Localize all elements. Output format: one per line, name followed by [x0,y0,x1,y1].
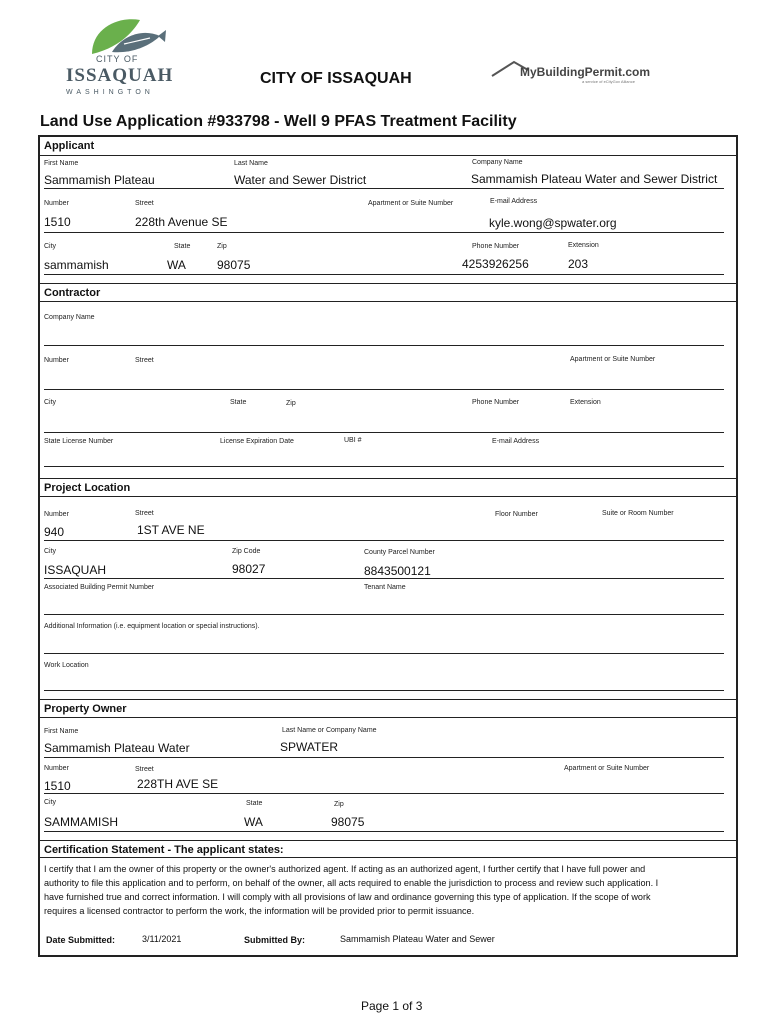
mybuildingpermit-logo [490,58,660,86]
contractor-email-label: E-mail Address [492,438,540,445]
date-submitted-label: Date Submitted: [46,935,116,945]
owner-apt-label: Apartment or Suite Number [564,765,650,772]
applicant-heading: Applicant [44,140,95,152]
certification-line-4: requires a licensed contractor to perform the work, the information will be provided prior to permit issuance. [44,906,475,916]
contractor-city-label: City [44,399,57,406]
applicant-zip[interactable]: 98075 [217,258,251,272]
applicant-ext-label: Extension [568,242,599,249]
project-city-label: City [44,548,57,555]
contractor-company-label: Company Name [44,314,95,321]
contractor-expiration-label: License Expiration Date [220,438,294,445]
page-title: Land Use Application #933798 - Well 9 PFAS Treatment Facility [40,113,517,130]
owner-last-name[interactable]: SPWATER [280,740,339,754]
project-number[interactable]: 940 [44,525,65,539]
project-parcel-label: County Parcel Number [364,549,435,556]
project-number-label: Number [44,511,69,518]
applicant-first-name-label: First Name [44,160,79,167]
project-street-label: Street [135,510,154,517]
owner-last-name-label: Last Name or Company Name [282,727,377,734]
applicant-phone-label: Phone Number [472,243,520,250]
contractor-state-label: State [230,399,247,406]
project-parcel[interactable]: 8843500121 [364,564,431,578]
applicant-phone[interactable]: 4253926256 [462,257,529,271]
applicant-state[interactable]: WA [167,258,186,272]
applicant-city-label: City [44,243,57,250]
certification-text [44,862,658,918]
applicant-last-name-label: Last Name [234,160,268,167]
project-tenant-label: Tenant Name [364,584,406,591]
contractor-apt-label: Apartment or Suite Number [570,356,656,363]
project-zip-label: Zip Code [232,548,261,555]
certification-line-3: have furnished true and correct information. I will comply with all provisions of law and ordinance governing this type of application. If the scope of work [44,892,651,902]
contractor-zip-label: Zip [286,400,296,407]
contractor-ubi-label: UBI # [344,437,362,444]
applicant-first-name[interactable]: Sammamish Plateau [44,173,155,187]
owner-number-label: Number [44,765,69,772]
applicant-zip-label: Zip [217,243,227,250]
project-additional-label: Additional Information (i.e. equipment location or special instructions). [44,623,260,630]
owner-zip-label: Zip [334,801,344,808]
applicant-apt-label: Apartment or Suite Number [368,200,454,207]
applicant-company[interactable]: Sammamish Plateau Water and Sewer District [471,172,718,186]
applicant-street[interactable]: 228th Avenue SE [135,215,228,229]
applicant-ext[interactable]: 203 [568,257,589,271]
project-floor-label: Floor Number [495,511,538,518]
applicant-state-label: State [174,243,191,250]
owner-state-label: State [246,800,263,807]
project-street[interactable]: 1ST AVE NE [137,523,205,537]
date-submitted-value[interactable]: 3/11/2021 [142,934,182,944]
logo-name-text: ISSAQUAH [66,65,174,86]
owner-heading: Property Owner [38,699,738,715]
city-title: CITY OF ISSAQUAH [260,70,412,87]
certification-line-1: I certify that I am the owner of this property or the owner's authorized agent. If acting as an authorized agent, I further certify that I have full power and [44,864,646,874]
city-logo [62,14,174,100]
applicant-number-label: Number [44,200,69,207]
project-heading: Project Location [38,478,738,494]
owner-number[interactable]: 1510 [44,779,71,793]
form-frame [38,135,738,957]
applicant-last-name[interactable]: Water and Sewer District [234,173,367,187]
contractor-number-label: Number [44,357,69,364]
owner-zip[interactable]: 98075 [331,815,365,829]
owner-street-label: Street [135,766,154,773]
contractor-street-label: Street [135,357,154,364]
owner-city-label: City [44,799,57,806]
owner-street[interactable]: 228TH AVE SE [137,777,219,791]
owner-first-name-label: First Name [44,728,79,735]
logo-top-text: CITY OF [96,54,139,64]
applicant-company-label: Company Name [472,159,523,166]
applicant-city[interactable]: sammamish [44,258,109,272]
project-assoc-permit-label: Associated Building Permit Number [44,584,155,591]
contractor-ext-label: Extension [570,399,601,406]
owner-state[interactable]: WA [244,815,263,829]
project-city[interactable]: ISSAQUAH [44,563,107,577]
submitted-by-value[interactable]: Sammamish Plateau Water and Sewer [340,934,495,944]
logo-state-text: WASHINGTON [66,89,154,96]
contractor-license-label: State License Number [44,438,114,445]
certification-heading: Certification Statement - The applicant states: [38,840,738,856]
applicant-street-label: Street [135,200,154,207]
mbp-tagline: a service of eCityGov Alliance [582,79,635,84]
certification-line-2: authority to file this application and to perform, on behalf of the owner, all acts required to enable the jurisdiction to process and review such application. I [44,878,659,888]
contractor-phone-label: Phone Number [472,399,520,406]
applicant-number[interactable]: 1510 [44,215,71,229]
mbp-logo-text: MyBuildingPermit.com [520,65,651,79]
owner-city[interactable]: SAMMAMISH [44,815,119,829]
submitted-by-label: Submitted By: [244,935,306,945]
project-zip[interactable]: 98027 [232,562,266,576]
owner-first-name[interactable]: Sammamish Plateau Water [44,741,190,755]
contractor-heading: Contractor [38,283,738,299]
project-work-location-label: Work Location [44,662,89,669]
applicant-email-label: E-mail Address [490,198,538,205]
applicant-email[interactable]: kyle.wong@spwater.org [489,216,617,230]
project-suite-label: Suite or Room Number [602,510,674,517]
page-number: Page 1 of 3 [361,999,423,1013]
